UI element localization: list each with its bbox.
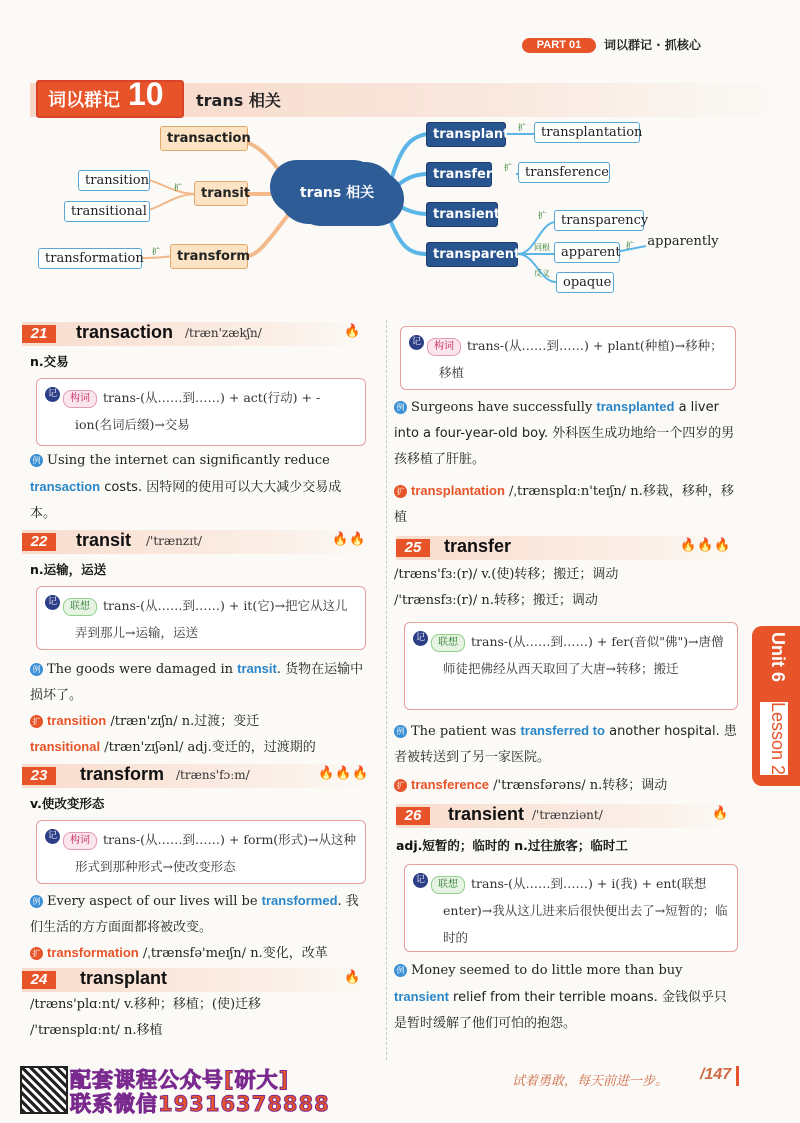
derived-word [30, 734, 380, 761]
memory-label: 联想 [431, 876, 465, 894]
derived-word [394, 478, 738, 531]
entry-definition: n.交易 [30, 354, 69, 369]
column-divider [386, 320, 387, 1060]
memory-text: trans-(从……到……) + plant(种植)→移种；移植 [439, 338, 723, 380]
entry-word: transplant [80, 968, 168, 988]
example-keyword: transaction [30, 479, 101, 494]
frequency-flame-icon: 🔥🔥🔥 [680, 538, 732, 553]
derived-word-info: /træn'zɪʃənl/ adj.变迁的，过渡期的 [100, 740, 316, 755]
entry-number: 22 [22, 533, 56, 551]
watermark-line-2: 联系微信19316378888 [70, 1092, 330, 1116]
memory-text: trans-(从……到……) + it(它)→把它从这儿弄到那儿→运输，运送 [75, 598, 348, 640]
node-transit: transit [194, 181, 248, 206]
node-transplant: transplant [426, 122, 506, 147]
side-tab-lesson: Lesson 2 [760, 702, 788, 775]
derived-word-term: transformation [47, 945, 139, 960]
node-apparent: apparent [554, 242, 620, 263]
node-transition: transition [78, 170, 150, 191]
entry-word: transit [76, 530, 132, 550]
derived-word-info: /ˌtrænsplɑːn'teɪʃn/ n.移栽，移种，移植 [394, 484, 734, 525]
entry-phonetic: /træn'zækʃn/ [185, 326, 262, 340]
tag-kuo: 扩 [504, 163, 512, 172]
derived-word-info: /'trænsfərəns/ n.转移；调动 [489, 778, 668, 793]
example-icon: 例 [30, 663, 43, 676]
example-text: The patient was [411, 724, 521, 739]
entry-phonetic: /'trænziənt/ [532, 808, 603, 822]
memory-icon: 记 [413, 631, 428, 646]
entry-phonetic: /'trænzɪt/ [146, 534, 202, 548]
entry-word: transform [80, 764, 165, 784]
derived-word-term: transitional [30, 739, 101, 754]
entry-word: transaction [76, 322, 174, 342]
example-sentence [394, 718, 738, 771]
node-center-cloud: trans 相关 [278, 162, 396, 224]
derived-word [30, 940, 380, 967]
entry-word: transfer [444, 536, 512, 556]
footer-motto: 试着勇敢，每天前进一步。 [512, 1074, 669, 1089]
mind-map [0, 118, 800, 308]
entry-definition: v.使改变形态 [30, 796, 105, 811]
banner-number: 10 [128, 76, 164, 112]
example-keyword: transformed [261, 893, 338, 908]
example-sentence [394, 394, 738, 473]
node-transparent: transparent [426, 242, 518, 267]
banner-topic: trans 相关 [196, 91, 281, 110]
entry-number: 26 [396, 807, 430, 825]
example-text: Surgeons have successfully [411, 400, 597, 415]
derive-icon: 扩 [30, 947, 43, 960]
node-apparently: apparently [647, 234, 719, 249]
node-transference: transference [518, 162, 610, 183]
example-translation: a liver into a four-year-old boy. 外科医生成功地给一个四岁的男孩移植了肝脏。 [394, 400, 735, 467]
example-icon: 例 [394, 401, 407, 414]
derived-word-term: transference [411, 777, 490, 792]
example-sentence [30, 888, 370, 941]
node-transformation: transformation [38, 248, 142, 269]
entry-definition: /træns'plɑːnt/ v.移种；移植；(使)迁移 [30, 997, 262, 1012]
example-keyword: transient [394, 989, 449, 1004]
memory-label: 构词 [63, 832, 97, 850]
node-transaction: transaction [160, 126, 248, 151]
node-transform: transform [170, 244, 248, 269]
memory-icon: 记 [45, 595, 60, 610]
memory-icon: 记 [413, 873, 428, 888]
memory-box [36, 586, 366, 650]
example-translation: . 我们生活的方方面面都将被改变。 [30, 894, 359, 935]
memory-label: 联想 [431, 634, 465, 652]
example-translation: costs. 因特网的使用可以大大减少交易成本。 [30, 480, 342, 521]
node-transplantation: transplantation [534, 122, 640, 143]
node-transparency: transparency [554, 210, 644, 231]
frequency-flame-icon: 🔥 [344, 970, 362, 985]
banner-label: 词以群记 [48, 90, 120, 111]
node-transfer: transfer [426, 162, 492, 187]
tag-tonggen: 同根 [534, 243, 550, 252]
memory-label: 联想 [63, 598, 97, 616]
memory-box [404, 864, 738, 952]
entry-word: transient [448, 804, 525, 824]
entry-definition: /'trænsplɑːnt/ n.移植 [30, 1023, 163, 1038]
example-icon: 例 [30, 895, 43, 908]
memory-icon: 记 [45, 829, 60, 844]
derive-icon: 扩 [394, 485, 407, 498]
example-sentence [394, 958, 738, 1037]
memory-box [36, 820, 366, 884]
example-icon: 例 [394, 725, 407, 738]
entry-definition: n.运输，运送 [30, 562, 107, 577]
entry-number: 24 [22, 971, 56, 989]
page-number: /147 [700, 1066, 732, 1083]
example-keyword: transit [237, 661, 277, 676]
memory-box [400, 326, 736, 390]
derived-word-info: /træn'zɪʃn/ n.过渡；变迁 [106, 714, 260, 729]
example-text: Using the internet can significantly reduce [47, 453, 330, 468]
side-tab-unit: Unit 6 [768, 632, 788, 683]
memory-text: trans-(从……到……) + form(形式)→从这种形式到那种形式→使改变形态 [75, 832, 357, 874]
tag-kuo: 扩 [538, 211, 546, 220]
frequency-flame-icon: 🔥🔥🔥 [318, 766, 370, 781]
example-sentence [30, 656, 370, 709]
node-opaque: opaque [556, 272, 614, 293]
memory-text: trans-(从……到……) + act(行动) + -ion(名词后缀)→交易 [75, 390, 321, 432]
memory-box [404, 622, 738, 710]
memory-label: 构词 [63, 390, 97, 408]
derived-word-term: transition [47, 713, 107, 728]
entry-definition: /træns'fɜː(r)/ v.(使)转移；搬迁；调动 [394, 567, 619, 582]
section-title: 词以群记 · 抓核心 [604, 38, 701, 52]
tag-kuo: 扩 [174, 183, 182, 192]
memory-text: trans-(从……到……) + i(我) + ent(联想 enter)→我从这儿进来后很快便出去了→短暂的；临时的 [443, 876, 728, 945]
memory-label: 构词 [427, 338, 461, 356]
derived-word [30, 708, 380, 735]
node-transient: transient [426, 202, 498, 227]
tag-kuo: 扩 [626, 241, 634, 250]
example-translation: . 货物在运输中损坏了。 [30, 662, 364, 703]
entry-definition: /'trænsfɜː(r)/ n.转移；搬迁；调动 [394, 593, 598, 608]
entry-bar [22, 968, 372, 992]
example-text: The goods were damaged in [47, 662, 238, 677]
example-sentence [30, 448, 366, 527]
watermark-line-1: 配套课程公众号[研大] [70, 1068, 290, 1092]
entry-number: 21 [22, 325, 56, 343]
qr-code-image [20, 1066, 68, 1114]
derived-word-term: transplantation [411, 483, 505, 498]
derived-word [394, 772, 738, 799]
derive-icon: 扩 [30, 715, 43, 728]
memory-icon: 记 [45, 387, 60, 402]
frequency-flame-icon: 🔥🔥 [332, 532, 367, 547]
memory-text: trans-(从……到……) + fer(音似"佛")→唐僧师徒把佛经从西天取回了大唐→转移；搬迁 [443, 634, 724, 676]
tag-fanyi: 反义 [534, 269, 550, 278]
tag-kuo: 扩 [152, 247, 160, 256]
example-translation: relief from their terrible moans. 金钱似乎只是暂时缓解了他们可怕的抱怨。 [394, 990, 727, 1031]
page-number-bar [736, 1066, 739, 1086]
example-text: Money seemed to do little more than buy [411, 963, 683, 978]
example-keyword: transferred to [520, 723, 605, 738]
entry-definition: adj.短暂的；临时的 n.过往旅客；临时工 [396, 838, 628, 853]
entry-number: 25 [396, 539, 430, 557]
tag-kuo: 扩 [518, 123, 526, 132]
node-transitional: transitional [64, 201, 150, 222]
entry-number: 23 [22, 767, 56, 785]
frequency-flame-icon: 🔥 [344, 324, 362, 339]
derived-word-info: /ˌtrænsfə'meɪʃn/ n.变化，改革 [138, 946, 328, 961]
part-tag: PART 01 [522, 38, 596, 53]
memory-icon: 记 [409, 335, 424, 350]
frequency-flame-icon: 🔥 [712, 806, 730, 821]
example-icon: 例 [30, 454, 43, 467]
memory-box [36, 378, 366, 446]
derive-icon: 扩 [394, 779, 407, 792]
example-text: Every aspect of our lives will be [47, 894, 262, 909]
example-icon: 例 [394, 964, 407, 977]
example-translation: another hospital. 患者被转送到了另一家医院。 [394, 724, 737, 765]
entry-phonetic: /træns'fɔːm/ [176, 768, 250, 782]
example-keyword: transplanted [596, 399, 675, 414]
